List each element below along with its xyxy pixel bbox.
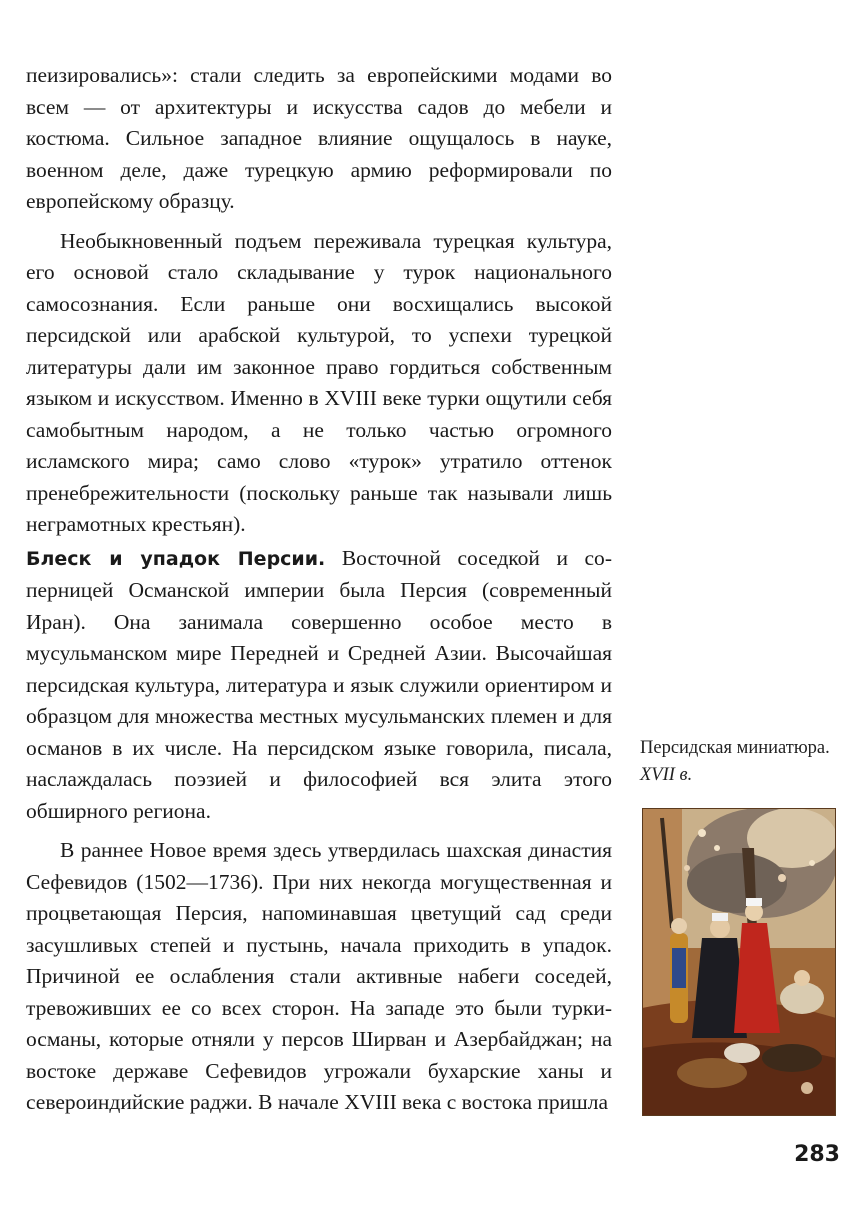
paragraph-1: пеизировались»: стали следить за европейскими модами во всем — от архитектуры и искусства садов до мебели и костюма. Сильное западное влияние ощущалось в науке, военном деле, даже турецкую армию реформировали по европейскому образцу. — [26, 63, 612, 213]
miniature-illustration — [642, 808, 836, 1116]
paragraph-2: Необыкновенный подъем переживала турецкая культура, его основой стало складывание у турок национального самосознания. Если раньше они восхищались высокой персидской или арабской культурой, то успехи турецкой литературы дали им законное право гордиться собственным языком и искусством. Именно в XVIII веке турки ощутили себя самобытным народом, а не только частью огромного исламского мира; само слово «турок» утратило оттенок пренебрежительности (поскольку раньше так называли лишь неграмотных крестьян). — [26, 228, 612, 536]
page-number: 283 — [794, 1142, 840, 1167]
caption-text: Персидская миниатюра. — [640, 738, 830, 758]
paragraph-3 — [26, 543, 612, 828]
main-text-column — [26, 60, 612, 1119]
caption-century: XVII в. — [640, 765, 693, 785]
persian-miniature-image — [642, 808, 836, 1116]
image-caption — [640, 735, 840, 789]
paragraph-3-text: Восточной соседкой и соперницей Османской империи была Персия (современный Иран). Она занимала совершенно особое место в мусульманском мире Передней и Средней Азии. Высочайшая персидская культура, литература и язык служили ориентиром и образцом для множества местных мусульманских племен и для османов в их числе. На персидском языке говорила, писала, наслаждалась поэзией и философией вся элита этого обширного региона. — [26, 545, 612, 823]
paragraph-4: В раннее Новое время здесь утвердилась шахская династия Сефевидов (1502—1736). При них некогда могущественная и процветающая Персия, напоминавшая цветущий сад среди засушливых степей и пустынь, начала приходить в упадок. Причиной ее ослабления стали активные набеги соседей, тревоживших ее со всех сторон. На западе это были турки-османы, которые отняли у персов Ширван и Азербайджан; на востоке державе Сефевидов угрожали бухарские ханы и североиндийские раджи. В начале XVIII века с востока пришла — [26, 838, 612, 1114]
section-heading: Блеск и упадок Персии. — [26, 547, 326, 570]
